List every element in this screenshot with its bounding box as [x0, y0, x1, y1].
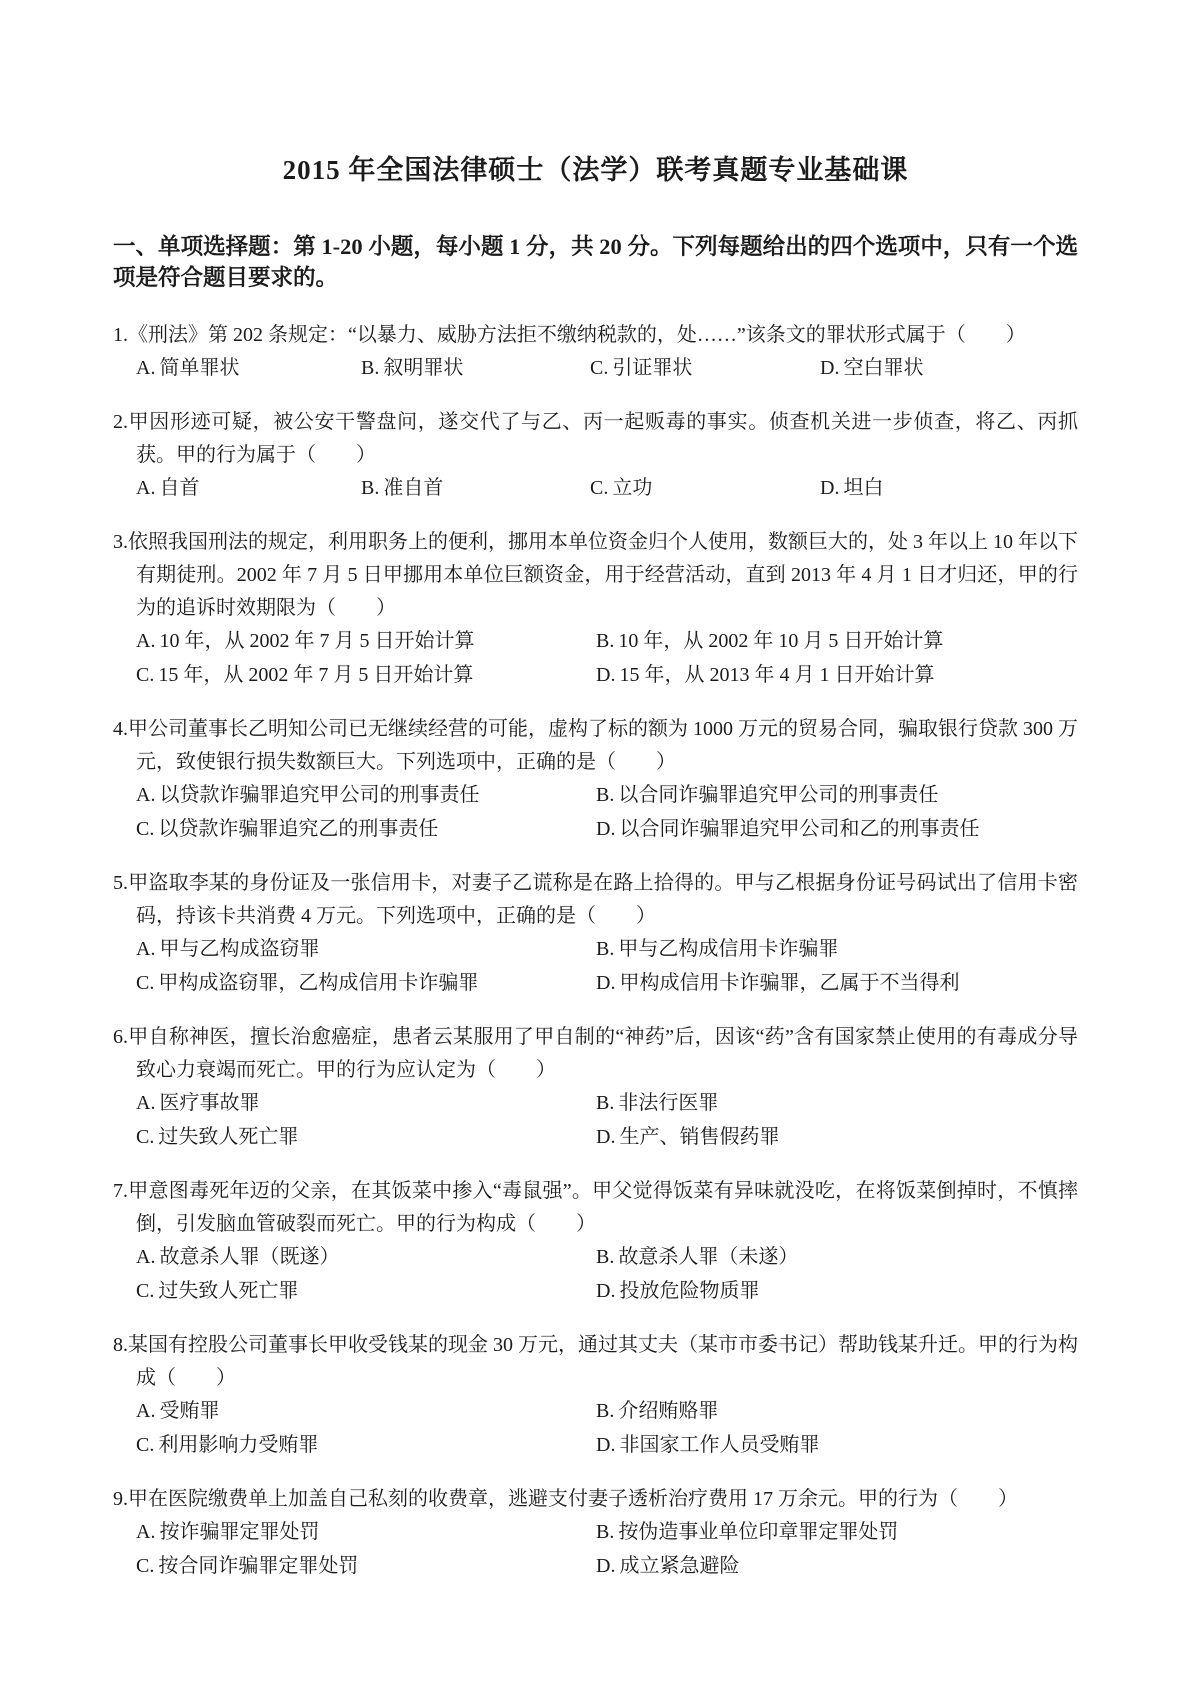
option-text: 过失致人死亡罪 — [158, 1126, 299, 1148]
option-label: C. — [136, 664, 155, 686]
option-a — [136, 1516, 596, 1549]
option-c — [590, 472, 820, 505]
question-options — [136, 472, 1078, 505]
option-label: A. — [136, 477, 156, 499]
option-a — [136, 1241, 596, 1274]
option-text: 过失致人死亡罪 — [158, 1280, 299, 1302]
option-text: 以贷款诈骗罪追究甲公司的刑事责任 — [159, 784, 480, 806]
option-text: 甲与乙构成信用卡诈骗罪 — [618, 938, 839, 960]
option-c — [136, 1550, 596, 1583]
option-label: A. — [136, 1400, 156, 1422]
option-label: D. — [596, 972, 616, 994]
option-label: B. — [596, 938, 615, 960]
question-options — [136, 933, 1078, 1000]
option-b — [596, 1395, 1078, 1428]
option-label: B. — [361, 477, 380, 499]
option-text: 介绍贿赂罪 — [618, 1400, 719, 1422]
question-options — [136, 1395, 1078, 1462]
option-a — [136, 472, 361, 505]
option-text: 非国家工作人员受贿罪 — [619, 1434, 820, 1456]
option-text: 甲与乙构成盗窃罪 — [159, 938, 320, 960]
question-stem: 1.《刑法》第 202 条规定：“以暴力、威胁方法拒不缴纳税款的，处……”该条文的罪状形式属于（ ） — [113, 324, 1026, 346]
option-label: D. — [596, 1555, 616, 1577]
question-options — [136, 1516, 1078, 1583]
option-label: A. — [136, 938, 156, 960]
option-text: 按合同诈骗罪定罪处罚 — [158, 1555, 359, 1577]
option-text: 利用影响力受贿罪 — [158, 1434, 319, 1456]
question-6 — [113, 1021, 1078, 1154]
question-stem: 6.甲自称神医，擅长治愈癌症，患者云某服用了甲自制的“神药”后，因该“药”含有国家禁止使用的有毒成分导致心力衰竭而死亡。甲的行为应认定为（ ） — [113, 1026, 1078, 1081]
option-label: A. — [136, 630, 156, 652]
option-d — [596, 659, 1078, 692]
option-text: 10 年，从 2002 年 10 月 5 日开始计算 — [618, 630, 944, 652]
option-label: B. — [596, 784, 615, 806]
option-label: C. — [590, 357, 609, 379]
option-c — [136, 1275, 596, 1308]
question-stem: 5.甲盗取李某的身份证及一张信用卡，对妻子乙谎称是在路上拾得的。甲与乙根据身份证号码试出了信用卡密码，持该卡共消费 4 万元。下列选项中，正确的是（ ） — [113, 872, 1078, 927]
option-label: D. — [596, 664, 616, 686]
option-text: 甲构成盗窃罪，乙构成信用卡诈骗罪 — [158, 972, 479, 994]
question-3 — [113, 526, 1078, 692]
option-label: A. — [136, 1246, 156, 1268]
option-text: 坦白 — [843, 477, 884, 499]
question-stem: 9.甲在医院缴费单上加盖自己私刻的收费章，逃避支付妻子透析治疗费用 17 万余元。甲的行为（ ） — [113, 1488, 1018, 1510]
option-label: D. — [596, 818, 616, 840]
option-label: C. — [136, 1434, 155, 1456]
option-label: C. — [136, 1280, 155, 1302]
option-c — [136, 813, 596, 846]
option-b — [596, 625, 1078, 658]
question-1 — [113, 319, 1078, 385]
option-d — [820, 352, 1078, 385]
option-text: 以合同诈骗罪追究甲公司的刑事责任 — [618, 784, 939, 806]
option-label: B. — [596, 1400, 615, 1422]
question-stem: 4.甲公司董事长乙明知公司已无继续经营的可能，虚构了标的额为 1000 万元的贸易合同，骗取银行贷款 300 万元，致使银行损失数额巨大。下列选项中，正确的是（ ） — [113, 718, 1078, 773]
option-text: 受贿罪 — [159, 1400, 220, 1422]
option-label: B. — [596, 1246, 615, 1268]
option-label: B. — [596, 1092, 615, 1114]
option-text: 简单罪状 — [159, 357, 240, 379]
option-text: 自首 — [159, 477, 200, 499]
option-text: 以贷款诈骗罪追究乙的刑事责任 — [158, 818, 439, 840]
option-c — [590, 352, 820, 385]
page-title: 2015 年全国法律硕士（法学）联考真题专业基础课 — [282, 155, 909, 185]
option-label: A. — [136, 784, 156, 806]
question-7 — [113, 1175, 1078, 1308]
question-options — [136, 1087, 1078, 1154]
option-d — [596, 1121, 1078, 1154]
question-stem: 3.依照我国刑法的规定，利用职务上的便利，挪用本单位资金归个人使用，数额巨大的，处 3 年以上 10 年以下有期徒刑。2002 年 7 月 5 日甲挪用本单位巨额资金，用于经营活动，直到 2013 年 4 月 1 日才归还，甲的行为的追诉时效期限为（ ） — [113, 531, 1078, 619]
option-text: 15 年，从 2013 年 4 月 1 日开始计算 — [619, 664, 935, 686]
option-text: 故意杀人罪（未遂） — [618, 1246, 799, 1268]
option-label: D. — [596, 1280, 616, 1302]
question-stem: 2.甲因形迹可疑，被公安干警盘问，遂交代了与乙、丙一起贩毒的事实。侦查机关进一步侦查，将乙、丙抓获。甲的行为属于（ ） — [113, 411, 1078, 466]
option-a — [136, 1087, 596, 1120]
question-options — [136, 352, 1078, 385]
option-text: 成立紧急避险 — [619, 1555, 740, 1577]
option-a — [136, 352, 361, 385]
option-text: 按诈骗罪定罪处罚 — [159, 1521, 320, 1543]
question-4 — [113, 713, 1078, 846]
option-c — [136, 1429, 596, 1462]
option-text: 投放危险物质罪 — [619, 1280, 760, 1302]
option-b — [596, 779, 1078, 812]
option-text: 15 年，从 2002 年 7 月 5 日开始计算 — [158, 664, 474, 686]
option-d — [596, 967, 1078, 1000]
option-label: A. — [136, 1521, 156, 1543]
option-label: B. — [596, 1521, 615, 1543]
option-c — [136, 659, 596, 692]
option-d — [596, 1550, 1078, 1583]
option-label: A. — [136, 357, 156, 379]
option-label: C. — [136, 1555, 155, 1577]
option-text: 按伪造事业单位印章罪定罪处罚 — [618, 1521, 899, 1543]
option-label: D. — [596, 1434, 616, 1456]
option-d — [596, 813, 1078, 846]
option-b — [361, 472, 590, 505]
section-header: 一、单项选择题：第 1-20 小题，每小题 1 分，共 20 分。下列每题给出的四个选项中，只有一个选项是符合题目要求的。 — [113, 234, 1078, 290]
option-text: 立功 — [612, 477, 653, 499]
option-text: 以合同诈骗罪追究甲公司和乙的刑事责任 — [619, 818, 980, 840]
option-b — [596, 1241, 1078, 1274]
option-d — [820, 472, 1078, 505]
option-text: 空白罪状 — [843, 357, 924, 379]
option-label: D. — [820, 477, 840, 499]
option-text: 10 年，从 2002 年 7 月 5 日开始计算 — [159, 630, 475, 652]
option-d — [596, 1275, 1078, 1308]
option-text: 医疗事故罪 — [159, 1092, 260, 1114]
option-label: C. — [136, 972, 155, 994]
option-a — [136, 779, 596, 812]
option-b — [596, 1516, 1078, 1549]
option-b — [361, 352, 590, 385]
option-d — [596, 1429, 1078, 1462]
question-2 — [113, 406, 1078, 505]
option-c — [136, 1121, 596, 1154]
option-text: 叙明罪状 — [383, 357, 464, 379]
option-text: 故意杀人罪（既遂） — [159, 1246, 340, 1268]
option-label: C. — [136, 1126, 155, 1148]
option-a — [136, 933, 596, 966]
question-9 — [113, 1483, 1078, 1583]
question-options — [136, 779, 1078, 846]
option-label: D. — [596, 1126, 616, 1148]
option-label: A. — [136, 1092, 156, 1114]
option-b — [596, 933, 1078, 966]
option-c — [136, 967, 596, 1000]
question-options — [136, 1241, 1078, 1308]
option-a — [136, 625, 596, 658]
option-label: D. — [820, 357, 840, 379]
option-label: C. — [590, 477, 609, 499]
option-text: 生产、销售假药罪 — [619, 1126, 780, 1148]
option-text: 甲构成信用卡诈骗罪，乙属于不当得利 — [619, 972, 960, 994]
option-a — [136, 1395, 596, 1428]
question-options — [136, 625, 1078, 692]
question-5 — [113, 867, 1078, 1000]
option-label: B. — [361, 357, 380, 379]
option-label: B. — [596, 630, 615, 652]
question-stem: 8.某国有控股公司董事长甲收受钱某的现金 30 万元，通过其丈夫（某市市委书记）帮助钱某升迁。甲的行为构成（ ） — [113, 1334, 1078, 1389]
option-b — [596, 1087, 1078, 1120]
option-text: 非法行医罪 — [618, 1092, 719, 1114]
question-stem: 7.甲意图毒死年迈的父亲，在其饭菜中掺入“毒鼠强”。甲父觉得饭菜有异味就没吃，在将饭菜倒掉时，不慎摔倒，引发脑血管破裂而死亡。甲的行为构成（ ） — [113, 1180, 1078, 1235]
option-text: 引证罪状 — [612, 357, 693, 379]
question-8 — [113, 1329, 1078, 1462]
questions — [113, 319, 1078, 1583]
option-label: C. — [136, 818, 155, 840]
option-text: 准自首 — [383, 477, 444, 499]
